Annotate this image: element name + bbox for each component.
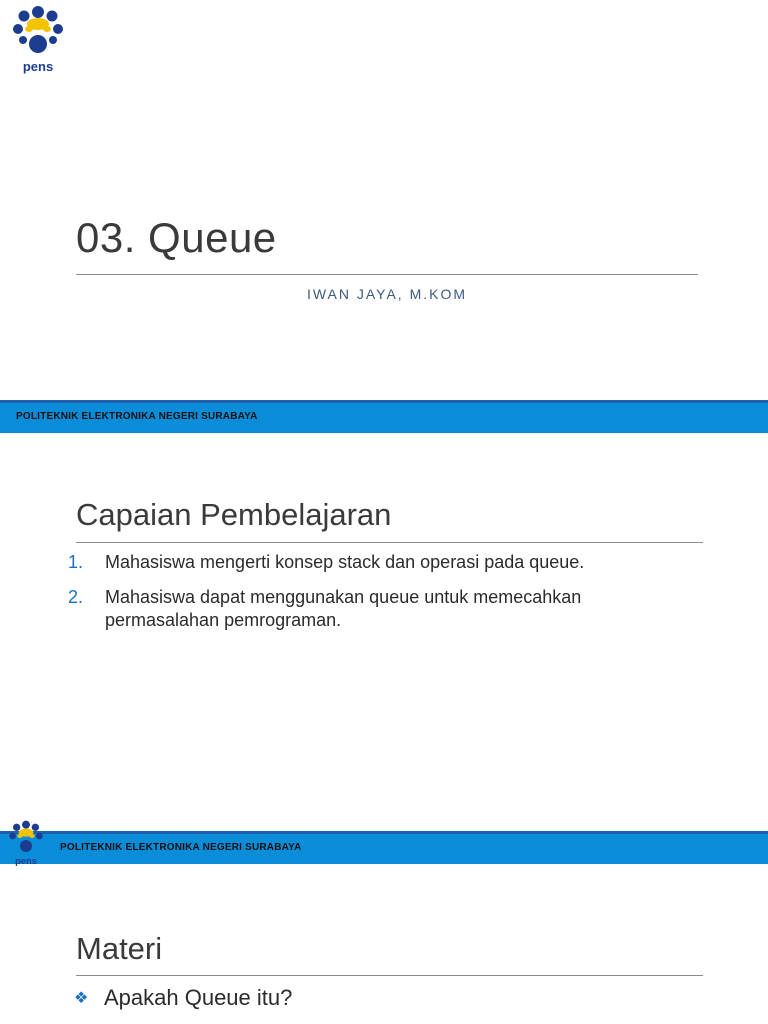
objectives-slide bbox=[0, 433, 768, 831]
footer-institution: POLITEKNIK ELEKTRONIKA NEGERI SURABAYA bbox=[16, 411, 258, 422]
title-divider bbox=[76, 542, 703, 543]
list-text: Mahasiswa dapat menggunakan queue untuk memecahkan permasalahan pemrograman. bbox=[105, 587, 582, 630]
footer-bar bbox=[0, 400, 768, 433]
title-slide bbox=[0, 0, 768, 422]
presentation-title: 03. Queue bbox=[76, 214, 277, 261]
list-text: Mahasiswa mengerti konsep stack dan operasi pada queue. bbox=[105, 552, 585, 572]
diamond-bullet-icon: ❖ bbox=[74, 990, 89, 1007]
bullet-item bbox=[74, 985, 292, 1011]
pens-logo bbox=[2, 2, 74, 74]
header-institution: POLITEKNIK ELEKTRONIKA NEGERI SURABAYA bbox=[60, 842, 302, 853]
author-name: IWAN JAYA, M.KOM bbox=[306, 286, 468, 302]
list-number: 2. bbox=[68, 587, 84, 607]
title-divider bbox=[76, 274, 698, 275]
list-item bbox=[68, 586, 678, 632]
slide-title: Capaian Pembelajaran bbox=[76, 497, 392, 532]
objectives-list bbox=[68, 551, 678, 644]
header-bar bbox=[0, 831, 768, 864]
svg-text:pens: pens bbox=[22, 59, 54, 74]
slide-title: Materi bbox=[76, 931, 163, 966]
bullet-text: Apakah Queue itu? bbox=[104, 985, 293, 1010]
list-item bbox=[68, 551, 678, 574]
title-divider bbox=[76, 975, 703, 976]
materi-slide bbox=[0, 831, 768, 1024]
pens-logo-small bbox=[2, 817, 50, 867]
svg-text:pens: pens bbox=[15, 856, 37, 866]
list-number: 1. bbox=[68, 552, 84, 572]
